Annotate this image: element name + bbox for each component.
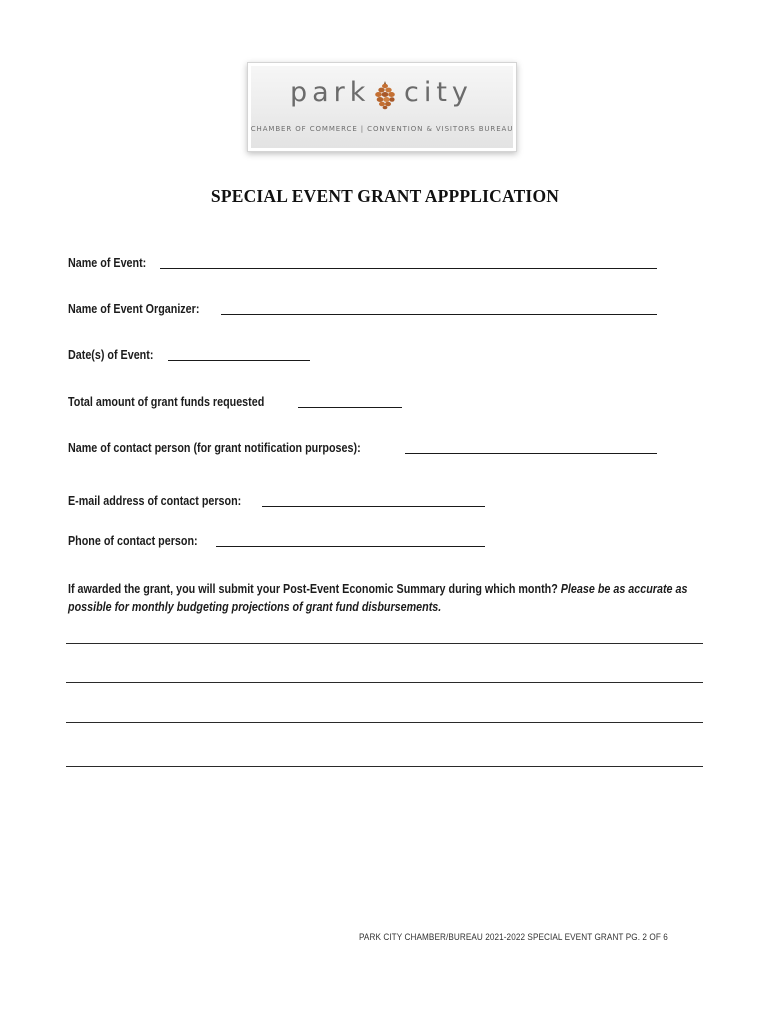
page-footer: PARK CITY CHAMBER/BUREAU 2021-2022 SPECIAL EVENT GRANT PG. 2 OF 6 (359, 932, 668, 943)
contact-phone-label: Phone of contact person: (68, 534, 198, 548)
contact-email-label: E-mail address of contact person: (68, 494, 242, 508)
answer-line-3[interactable] (66, 722, 703, 723)
answer-line-4[interactable] (66, 766, 703, 767)
event-name-field[interactable] (160, 268, 657, 269)
pinecone-icon (372, 80, 398, 110)
contact-name-field[interactable] (405, 453, 657, 454)
question-text: If awarded the grant, you will submit your Post-Event Economic Summary during which month? (68, 582, 561, 596)
event-name-label: Name of Event: (68, 256, 147, 270)
grant-amount-field[interactable] (298, 407, 402, 408)
answer-line-2[interactable] (66, 682, 703, 683)
logo-tagline: CHAMBER OF COMMERCE | CONVENTION & VISITORS BUREAU (250, 125, 514, 133)
contact-email-field[interactable] (262, 506, 485, 507)
question-note: Please be as accurate as possible for monthly budgeting projections of grant fund disbursements. (68, 582, 688, 614)
contact-name-label: Name of contact person (for grant notification purposes): (68, 441, 361, 455)
logo-word-park: park (290, 77, 371, 108)
park-city-logo (247, 62, 517, 152)
organizer-field[interactable] (221, 314, 657, 315)
dates-label: Date(s) of Event: (68, 348, 154, 362)
grant-amount-label: Total amount of grant funds requested (68, 395, 265, 409)
contact-phone-field[interactable] (216, 546, 485, 547)
dates-field[interactable] (168, 360, 310, 361)
organizer-label: Name of Event Organizer: (68, 302, 200, 316)
page-title: SPECIAL EVENT GRANT APPPLICATION (210, 186, 560, 206)
answer-line-1[interactable] (66, 643, 703, 644)
logo-word-city: city (404, 77, 473, 108)
submission-month-question (68, 580, 704, 616)
